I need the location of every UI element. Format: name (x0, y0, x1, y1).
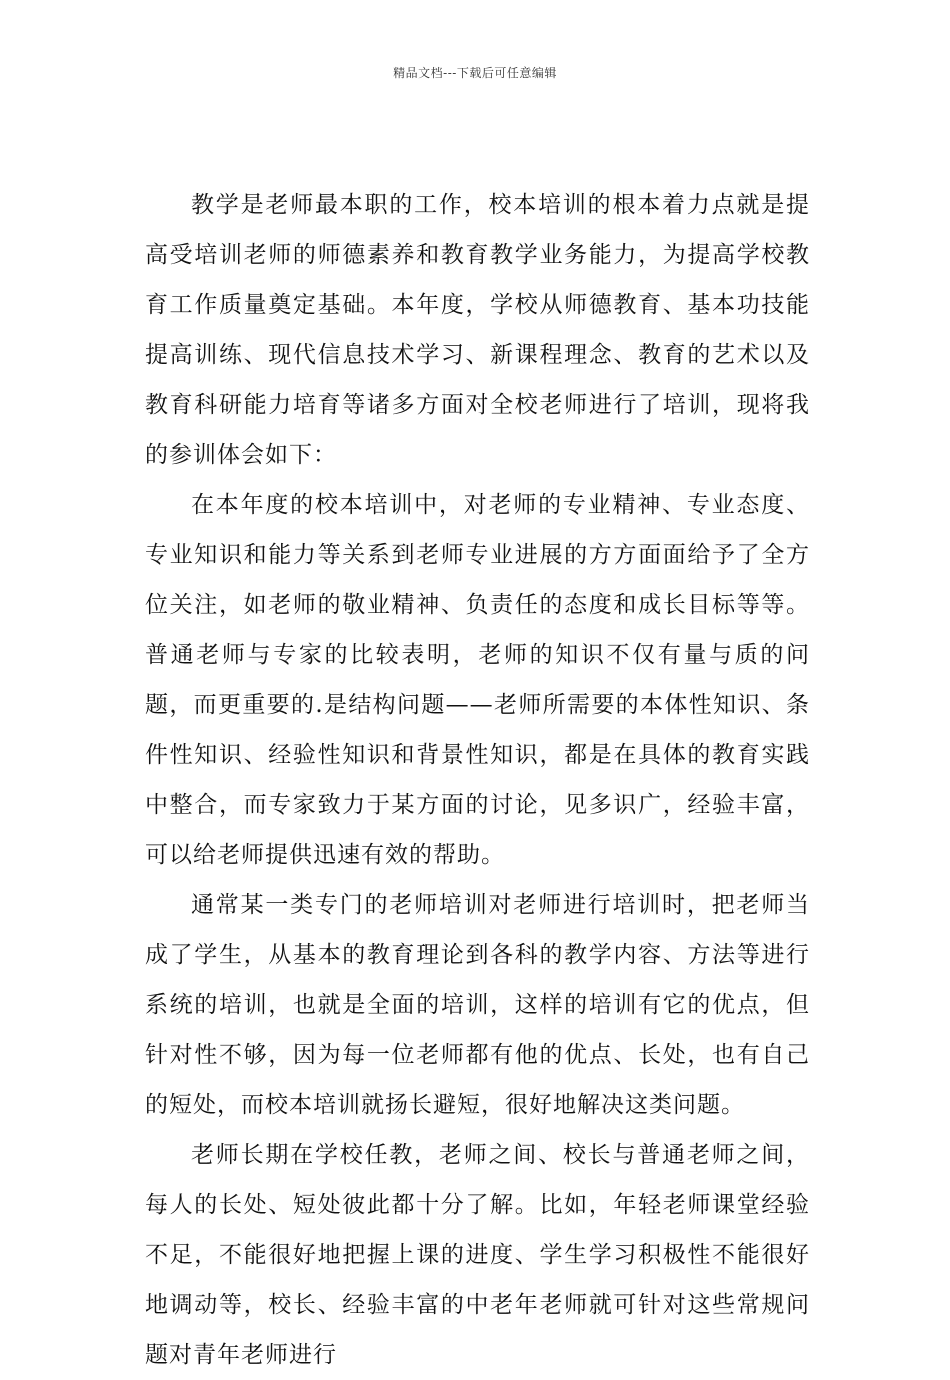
paragraph-3: 通常某一类专门的老师培训对老师进行培训时，把老师当成了学生，从基本的教育理论到各科的教学内容、方法等进行系统的培训，也就是全面的培训，这样的培训有它的优点，但针对性不够，因为每一位老师都有他的优点、长处，也有自己的短处，而校本培训就扬长避短，很好地解决这类问题。 (145, 892, 810, 1118)
document-body (145, 180, 810, 1380)
page-header: 精品文档---下载后可任意编辑 (393, 66, 557, 80)
paragraph-2: 在本年度的校本培训中，对老师的专业精神、专业态度、专业知识和能力等关系到老师专业进展的方方面面给予了全方位关注，如老师的敬业精神、负责任的态度和成长目标等等。普通老师与专家的比较表明，老师的知识不仅有量与质的问题，而更重要的.是结构问题——老师所需要的本体性知识、条件性知识、经验性知识和背景性知识，都是在具体的教育实践中整合，而专家致力于某方面的讨论，见多识广，经验丰富，可以给老师提供迅速有效的帮助。 (145, 492, 810, 868)
paragraph-1: 教学是老师最本职的工作，校本培训的根本着力点就是提高受培训老师的师德素养和教育教学业务能力，为提高学校教育工作质量奠定基础。本年度，学校从师德教育、基本功技能提高训练、现代信息技术学习、新课程理念、教育的艺术以及教育科研能力培育等诸多方面对全校老师进行了培训，现将我的参训体会如下： (145, 192, 810, 468)
paragraph-4: 老师长期在学校任教，老师之间、校长与普通老师之间，每人的长处、短处彼此都十分了解。比如，年轻老师课堂经验不足，不能很好地把握上课的进度、学生学习积极性不能很好地调动等，校长、经验丰富的中老年老师就可针对这些常规问题对青年老师进行 (145, 1142, 810, 1368)
